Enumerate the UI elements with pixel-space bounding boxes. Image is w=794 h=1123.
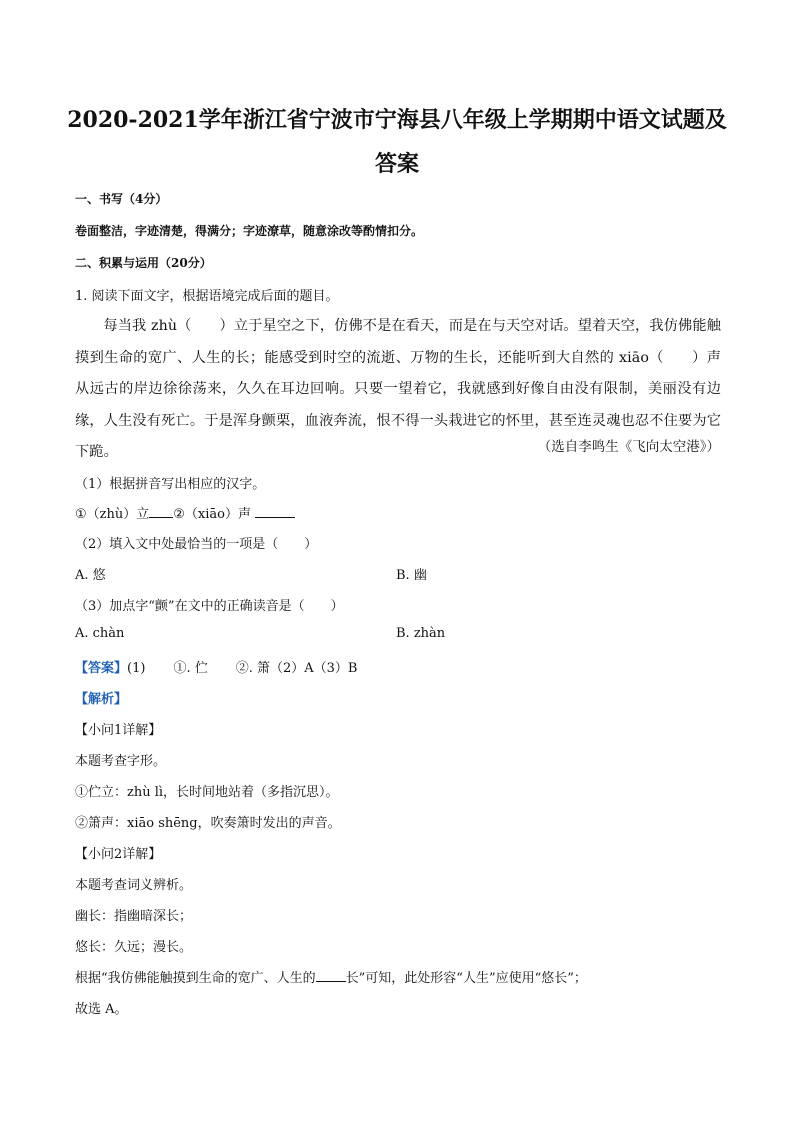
subquestion-1-items <box>75 503 295 522</box>
analysis-line-4: 本题考查词义辨析。 <box>75 878 193 893</box>
answer-text-3: ②. 箫（2）A（3）B <box>235 661 358 676</box>
section-1-note: 卷面整洁，字迹清楚，得满分；字迹潦草，随意涂改等酌情扣分。 <box>75 224 424 238</box>
page-title: 2020-2021学年浙江省宁波市宁海县八年级上学期期中语文试题及答案 <box>67 107 727 177</box>
analysis-line-1: 本题考查字形。 <box>75 754 167 769</box>
analysis-heading-1: 【小问1详解】 <box>75 723 162 738</box>
item-zhu: ①（zhù）立 <box>75 507 150 522</box>
analysis-line-6: 悠长：久远；漫长。 <box>75 940 193 955</box>
analysis-line-3: ②箫声：xiāo shēng，吹奏箫时发出的声音。 <box>75 816 341 831</box>
passage-source: （选自李鸣生《飞向太空港》） <box>537 439 720 455</box>
analysis-heading-2: 【小问2详解】 <box>75 847 162 862</box>
section-2-heading: 二、积累与运用（20分） <box>75 256 212 270</box>
option-3b: B. zhàn <box>396 626 446 641</box>
subquestion-2: （2）填入文中处最恰当的一项是（ ） <box>75 537 318 552</box>
passage-part-c: ）声从远古的岸边徐徐荡来，久久在耳边回响。只要一望着它，我就感到好像自由没有限制，美丽没有边缘，人生没有死亡。于是浑身颤栗，血液奔流，恨不得一头栽进它的怀里，甚至连灵魂也忍不住要为它下跪。 <box>75 349 722 460</box>
analysis-line-5: 幽长：指幽暗深长； <box>75 909 193 924</box>
analysis-line-7 <box>75 967 587 986</box>
answer-tag: 【答案】 <box>75 661 128 676</box>
option-2a: A. 悠 <box>75 568 106 583</box>
question-1-prompt: 1. 阅读下面文字，根据语境完成后面的题目。 <box>75 289 339 304</box>
analysis-tag: 【解析】 <box>75 692 128 707</box>
passage-part-b: ）立于星空之下，仿佛不是在看天，而是在与天空对话。望着天空，我仿佛能触摸到生命的宽广、人生的长；能感受到时空的流逝、万物的生长，还能听到大自然的 xiāo（ <box>75 318 721 366</box>
analysis-line-8: 故选 A。 <box>75 1002 128 1017</box>
answer-text-2: ①. 伫 <box>173 661 208 676</box>
option-2b: B. 幽 <box>396 568 427 583</box>
blank-xiao[interactable] <box>255 503 295 518</box>
blank-inline <box>316 967 346 982</box>
answer-text-1: (1) <box>127 661 146 676</box>
blank-zhu[interactable] <box>149 503 173 518</box>
analysis-line-7b: 长”可知，此处形容“人生”应使用“悠长”； <box>345 971 587 986</box>
answer-line <box>75 657 357 676</box>
option-3a: A. chàn <box>75 626 125 641</box>
analysis-line-7a: 根据“我仿佛能触摸到生命的宽广、人生的 <box>75 971 316 986</box>
subquestion-3: （3）加点字“颤”在文中的正确读音是（ ） <box>75 599 344 614</box>
subquestion-1: （1）根据拼音写出相应的汉字。 <box>75 477 266 492</box>
item-xiao: ②（xiāo）声 <box>173 507 251 522</box>
section-1-heading: 一、书写（4分） <box>75 192 168 206</box>
passage-part-a: 每当我 zhù（ <box>103 318 192 334</box>
analysis-line-2: ①伫立：zhù lì，长时间地站着（多指沉思）。 <box>75 785 339 800</box>
